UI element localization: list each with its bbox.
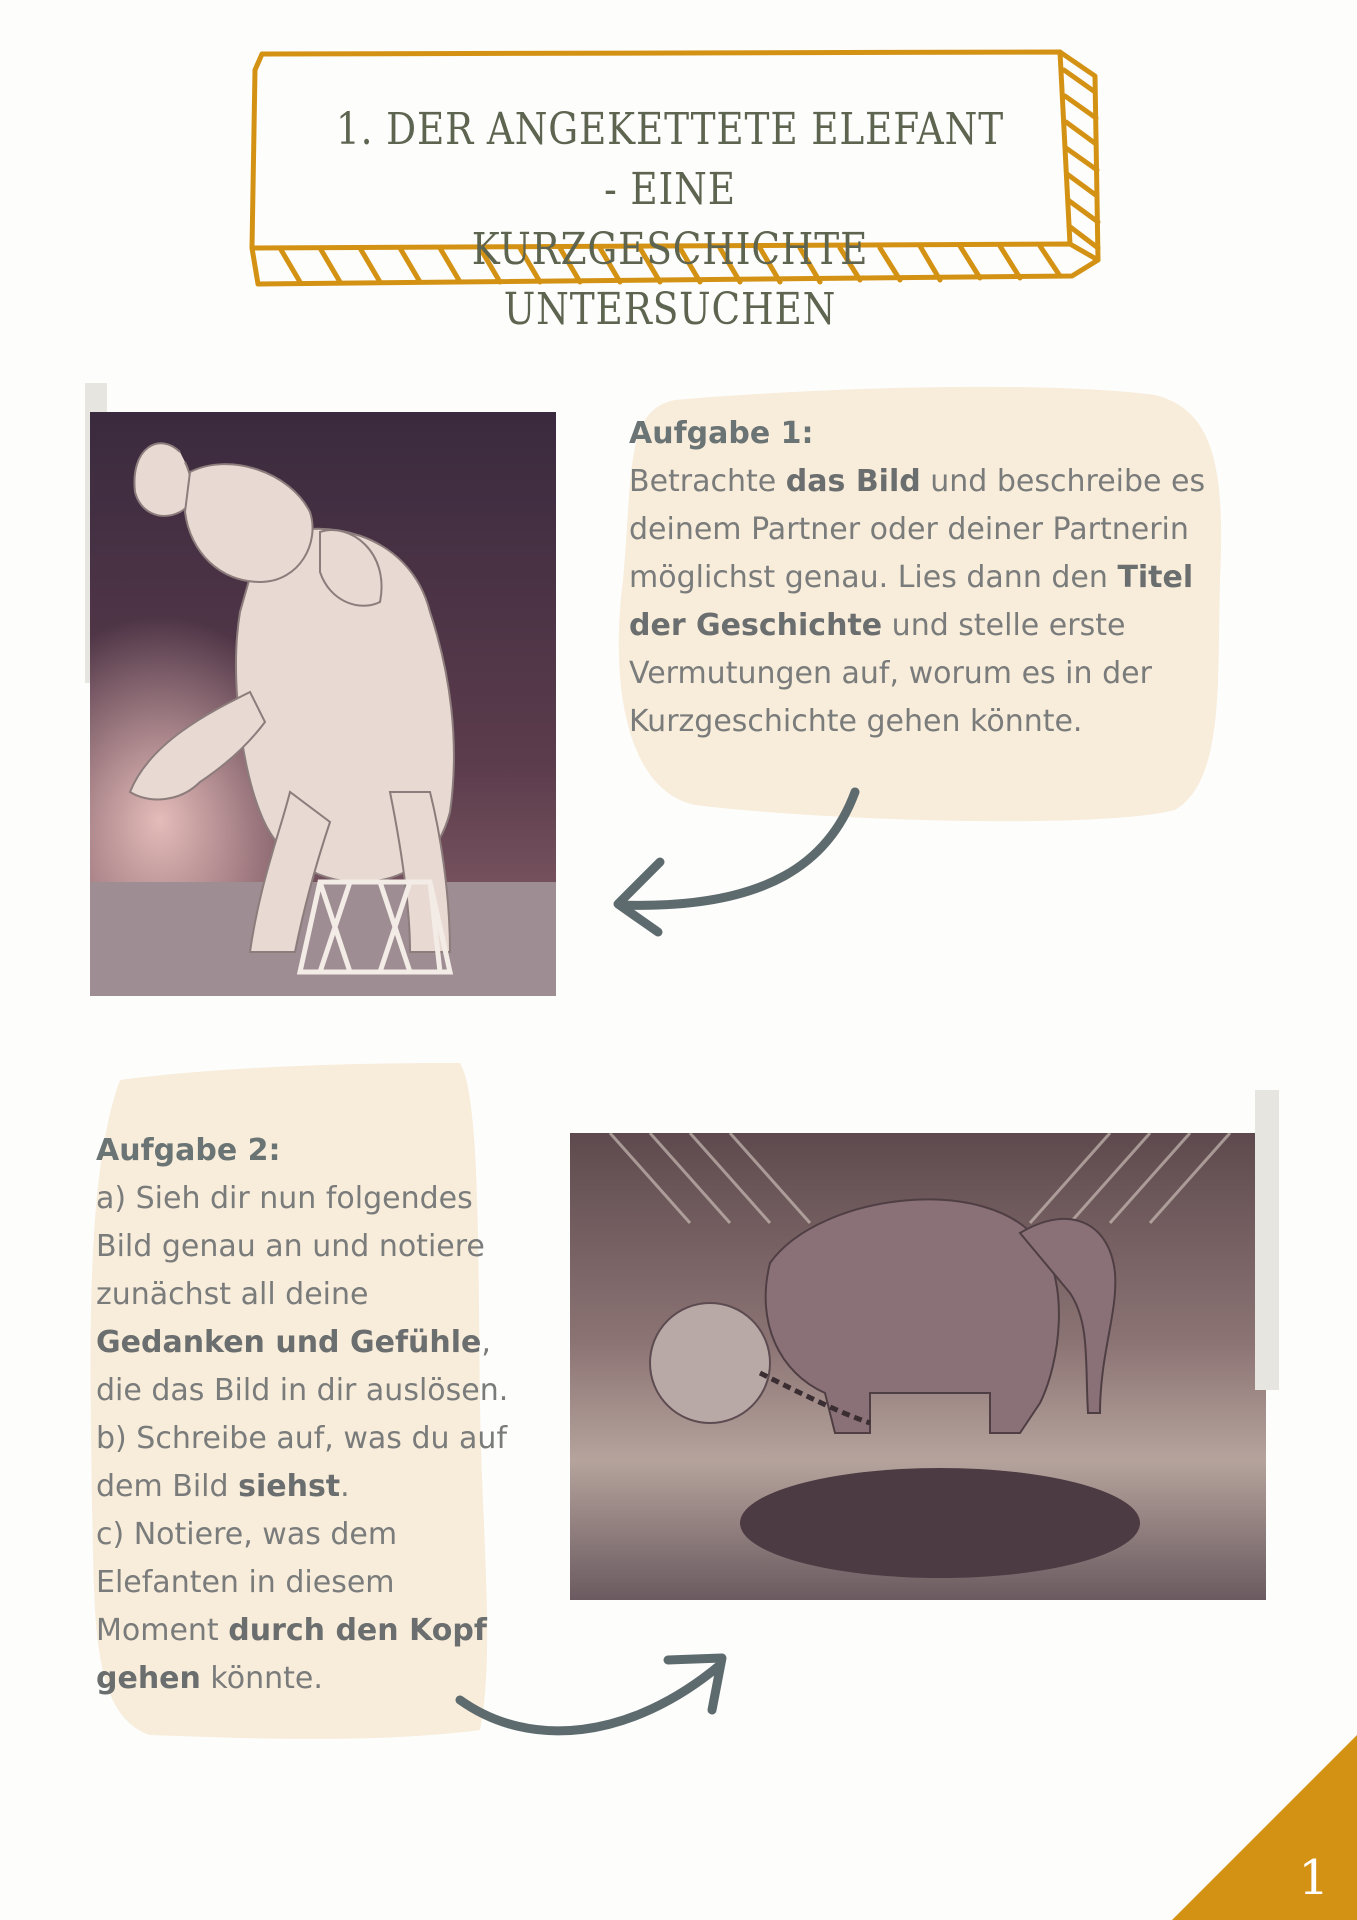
page-title-line1: 1. DER ANGEKETTETE ELEFANT - EINE (335, 104, 1004, 215)
task2-line7-text: dem Bild (96, 1469, 239, 1504)
task2-line: Bild genau an und notiere (96, 1229, 485, 1264)
arrow-to-image2-icon (450, 1640, 740, 1750)
task1-line: Kurzgeschichte gehen könnte. (629, 704, 1083, 739)
task2-line4-text: , (481, 1325, 491, 1360)
task1-line (629, 554, 1205, 602)
task2-line10-text: Moment (96, 1613, 229, 1648)
image1 (90, 412, 556, 996)
task2-line10-bold: durch den Kopf (228, 1613, 487, 1648)
task1-line1-text: Betrachte (629, 464, 786, 499)
task1-line1-text-end: und beschreibe es (920, 464, 1206, 499)
page-number: 1 (1298, 1850, 1329, 1906)
task2-heading: Aufgabe 2: (96, 1133, 281, 1168)
task2-line (96, 1607, 508, 1655)
task2-line4-bold: Gedanken und Gefühle (96, 1325, 482, 1360)
page-title-line2: KURZGESCHICHTE UNTERSUCHEN (471, 224, 869, 335)
task2-line: c) Notiere, was dem (96, 1517, 398, 1552)
task2-line (96, 1319, 508, 1367)
page-title (330, 100, 1010, 340)
task1-line3-text: möglichst genau. Lies dann den (629, 560, 1118, 595)
task1-line (629, 602, 1205, 650)
tape-strip (1255, 1090, 1279, 1390)
task2-line11-text: könnte. (200, 1661, 323, 1696)
task2-line: zunächst all deine (96, 1277, 369, 1312)
task2-line7-bold: siehst (238, 1469, 341, 1504)
task1-line4-bold: der Geschichte (629, 608, 883, 643)
task2-text (96, 1127, 508, 1703)
task2-line11-bold: gehen (96, 1661, 201, 1696)
task2-line7-text-end: . (340, 1469, 350, 1504)
task1-line4-text: und stelle erste (882, 608, 1126, 643)
task1-line1-bold: das Bild (785, 464, 921, 499)
task1-line (629, 458, 1205, 506)
task2-line (96, 1463, 508, 1511)
task1-line: Vermutungen auf, worum es in der (629, 656, 1152, 691)
arrow-to-image1-icon (600, 780, 870, 940)
task1-line3-bold: Titel (1117, 560, 1194, 595)
task2-line: Elefanten in diesem (96, 1565, 395, 1600)
wrecking-ball-icon (650, 1303, 770, 1423)
page-corner-triangle (1172, 1735, 1357, 1920)
task2-line: a) Sieh dir nun folgendes (96, 1181, 473, 1216)
task2-line: die das Bild in dir auslösen. (96, 1373, 509, 1408)
task2-line (96, 1655, 508, 1703)
task1-text (629, 410, 1205, 746)
task1-line: deinem Partner oder deiner Partnerin (629, 512, 1189, 547)
task1-heading: Aufgabe 1: (629, 416, 814, 451)
image2 (570, 1133, 1266, 1600)
task2-line: b) Schreibe auf, was du auf (96, 1421, 508, 1456)
